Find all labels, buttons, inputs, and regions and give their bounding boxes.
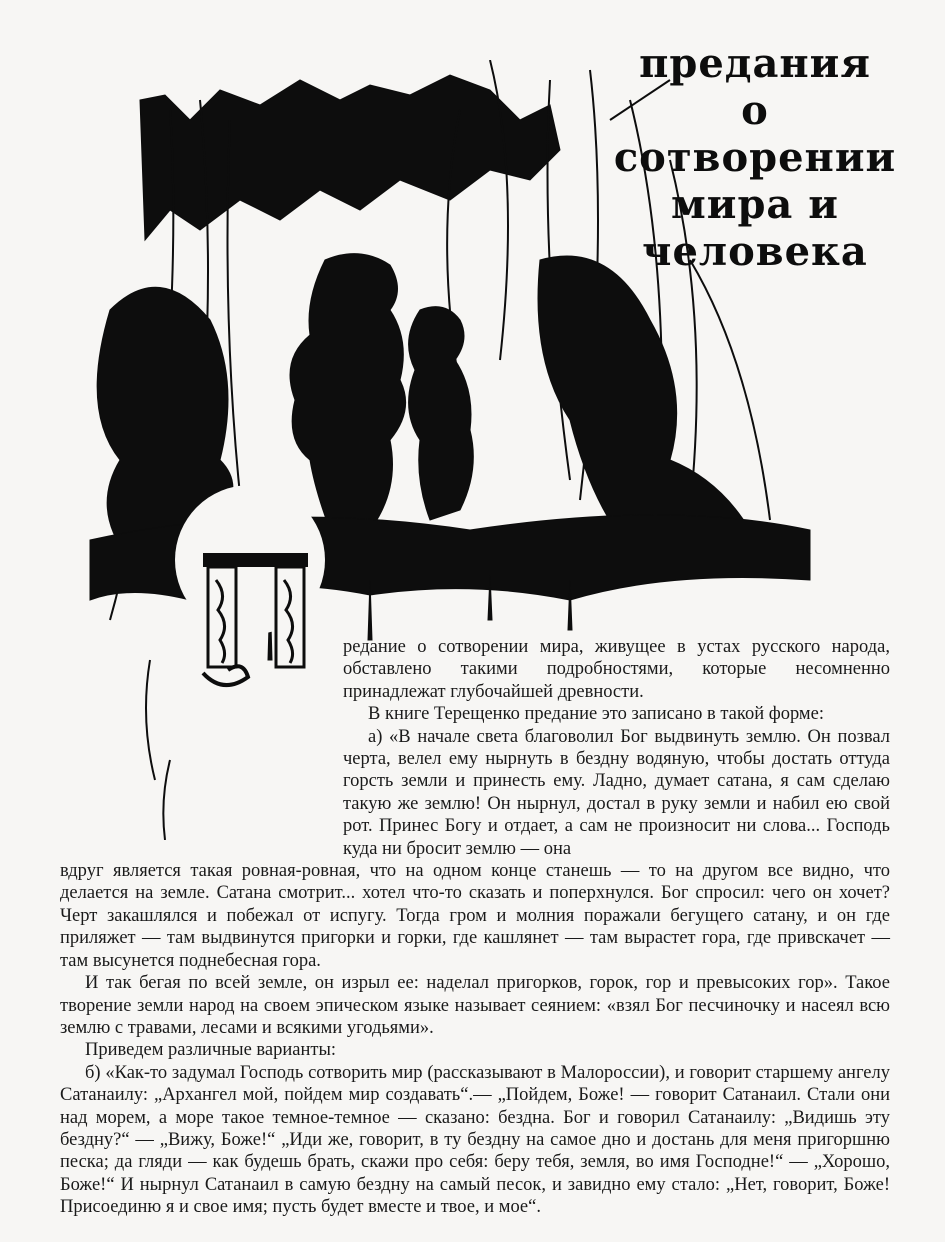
paragraph: вдруг является такая ровная-ровная, что на одном конце станешь — то на другом все видно, что делается на земле. Сатана смотрит... хотел что-то сказать и поперхнулся. Бог спросил: чего он хочет? Черт закашлялся и побежал от испугу. Тогда гром и молния поражали бегущего сатану, и он где приляжет — там выдвинутся пригорки и горки, где кашлянет — там вырастет гора, где привскачет — там высунется поднебесная гора. [60, 861, 890, 971]
page-title [605, 40, 905, 275]
title-line: предания [639, 40, 871, 87]
paragraph: Приведем различные варианты: [85, 1040, 337, 1061]
title-line: мира и [671, 181, 839, 228]
dropcap-letter: П [250, 633, 259, 644]
paragraph: редание о сотворении мира, живущее в устах русского народа, обставлено такими подробностями, которые несомненно принадлежат глубочайшей древности. [343, 637, 890, 702]
paragraph: а) «В начале света благоволил Бог выдвинуть землю. Он позвал черта, велел ему нырнуть в бездну водяную, чтобы достать оттуда горсть земли и принесть ему. Ладно, думает сатана, я сам сделаю такую же землю! Он нырнул, достал в руку земли и набил ею свой рот. Принес Богу и отдает, а сам не произносит ни слова... Господь куда ни бросит землю — она [343, 726, 890, 859]
paragraph: И так бегая по всей земле, он изрыл ее: наделал пригорков, горок, гор и превысоких гор». Такое творение земли народ на своем эпическом языке называет сеянием: «взял Бог песчиночку и насеял всю землю с травами, лесами и всякими угодьями». [60, 973, 890, 1038]
paragraph: В книге Терещенко предание это записано в такой форме: [368, 704, 824, 725]
title-line: человека [642, 228, 868, 275]
title-line: о сотворении [613, 87, 897, 181]
paragraph: б) «Как-то задумал Господь сотворить мир (рассказывают в Малороссии), и говорит старшему ангелу Сатанаилу: „Архангел мой, пойдем мир создавать“.— „Пойдем, Боже! — говорит Сатанаил. Стали они над морем, а море такое темное-темное — сказано: бездна. Бог и говорил Сатанаилу: „Видишь эту бездну?“ — „Вижу, Боже!“ „Иди же, говорит, в ту бездну на самое дно и достань для меня пригоршню песка; да гляди — как будешь брать, скажи про себя: беру тебя, земля, во имя Господне!“ — „Хорошо, Боже!“ И нырнул Сатанаил в самую бездну на самый песок, и завидно ему стало: „Нет, говорит, Боже! Присоединю я и свое имя; пусть будет вместе и твое, и мое“. [60, 1062, 890, 1218]
article-body [60, 636, 890, 1219]
